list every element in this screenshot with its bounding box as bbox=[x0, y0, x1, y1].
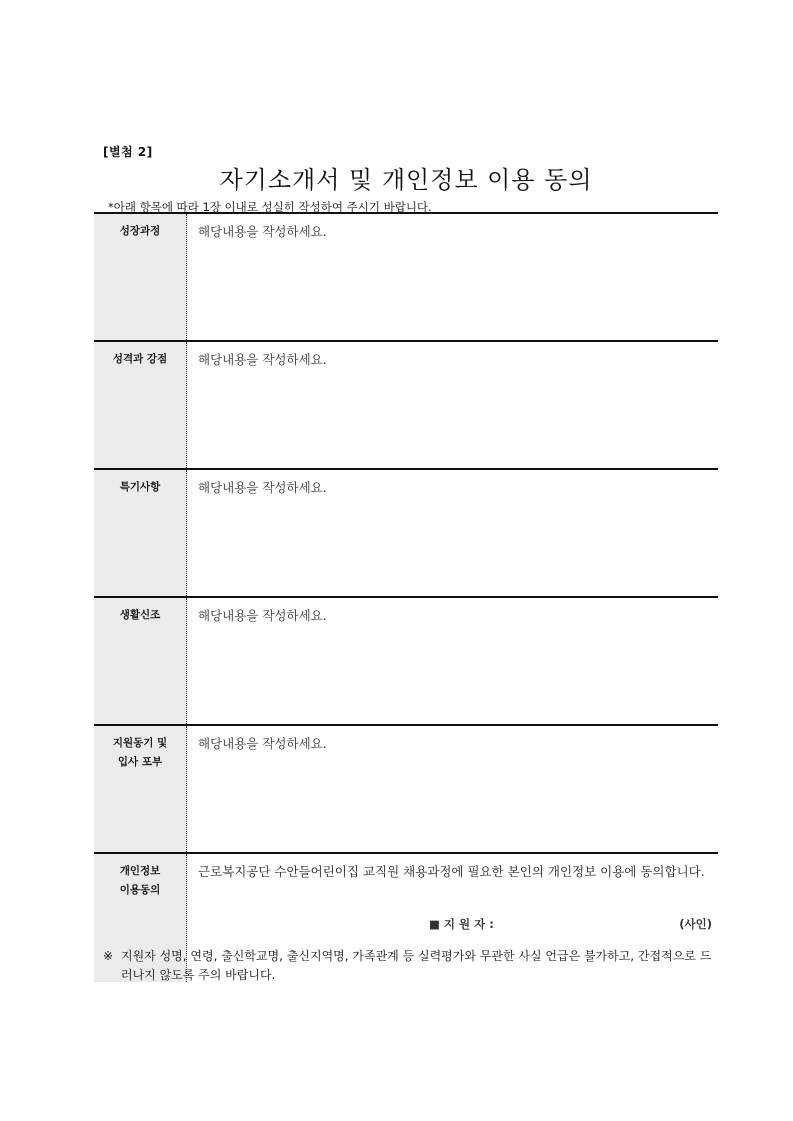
instruction-text: *아래 항목에 따라 1장 이내로 성실히 작성하여 주시기 바랍니다. bbox=[108, 200, 432, 214]
page-title: 자기소개서 및 개인정보 이용 동의 bbox=[219, 166, 593, 194]
applicant-signature-label: ■ 지 원 자 : bbox=[429, 917, 494, 931]
self-introduction-form bbox=[94, 212, 718, 982]
life-motto-answer-field[interactable]: 해당내용을 작성하세요. bbox=[198, 608, 327, 623]
section-motivation bbox=[94, 726, 718, 854]
section-label bbox=[94, 726, 187, 852]
motivation-answer-field[interactable]: 해당내용을 작성하세요. bbox=[198, 736, 327, 751]
footnote bbox=[103, 947, 716, 985]
section-label-line: 이용동의 bbox=[119, 884, 161, 896]
footnote-text: 지원자 성명, 연령, 출신학교명, 출신지역명, 가족관계 등 실력평가와 무관한 사실 언급은 불가하고, 간접적으로 드러나지 않도록 주의 바랍니다. bbox=[121, 949, 712, 982]
section-label: 생활신조 bbox=[94, 598, 187, 724]
consent-text: 근로복지공단 수안들어린이집 교직원 채용과정에 필요한 본인의 개인정보 이용에 동의합니다. bbox=[198, 864, 705, 879]
section-personality bbox=[94, 342, 718, 470]
reference-mark-icon: ※ bbox=[103, 949, 114, 963]
section-label-line: 지원동기 및 bbox=[112, 737, 168, 749]
special-notes-answer-field[interactable]: 해당내용을 작성하세요. bbox=[198, 480, 327, 495]
section-label: 특기사항 bbox=[94, 470, 187, 596]
personality-answer-field[interactable]: 해당내용을 작성하세요. bbox=[198, 352, 327, 367]
signature-field[interactable]: (사인) bbox=[679, 917, 712, 931]
section-label: 성격과 강점 bbox=[94, 342, 187, 468]
section-label-line: 입사 포부 bbox=[117, 756, 163, 768]
section-special-notes bbox=[94, 470, 718, 598]
section-label: 성장과정 bbox=[94, 214, 187, 340]
section-life-motto bbox=[94, 598, 718, 726]
page-label: [별첨 2] bbox=[103, 145, 153, 159]
section-label-line: 개인정보 bbox=[119, 865, 161, 877]
section-growth bbox=[94, 214, 718, 342]
growth-answer-field[interactable]: 해당내용을 작성하세요. bbox=[198, 224, 327, 239]
